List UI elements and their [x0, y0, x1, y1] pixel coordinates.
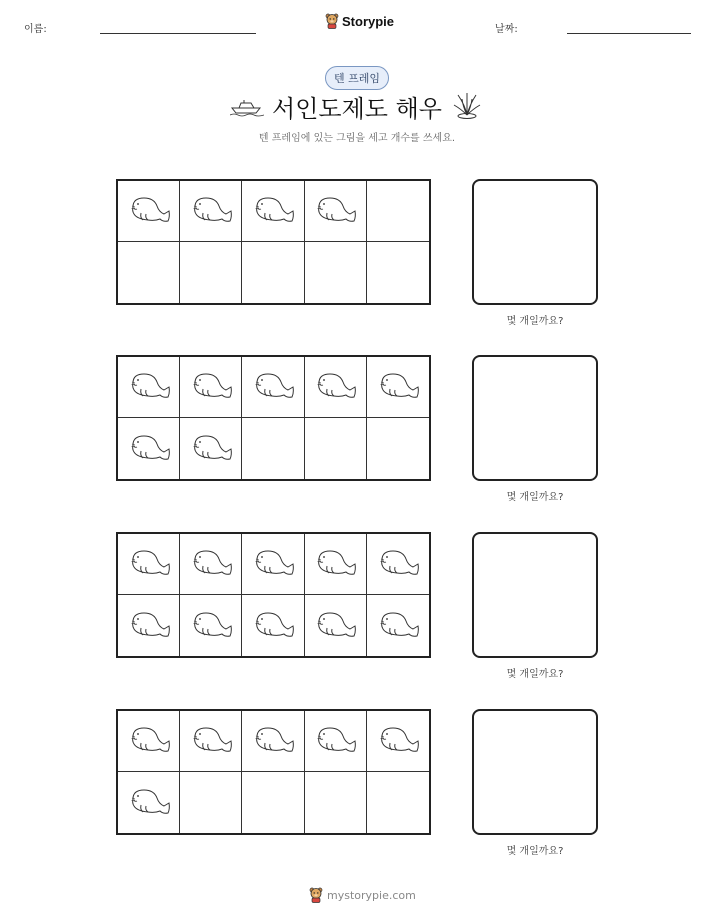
frame-cell [180, 418, 242, 479]
frame-cell [180, 357, 242, 418]
manatee-icon [127, 369, 171, 405]
frame-cell [242, 181, 304, 242]
frame-cell [118, 711, 180, 772]
manatee-icon [251, 193, 295, 229]
ten-frame-2 [116, 355, 431, 481]
frame-cell [180, 711, 242, 772]
frame-cell [367, 357, 429, 418]
frame-cell [305, 357, 367, 418]
seagrass-icon [452, 91, 482, 119]
question-label: 몇 개일까요? [506, 846, 564, 857]
frame-cell [305, 772, 367, 833]
manatee-icon [313, 546, 357, 582]
boat-icon [230, 97, 264, 117]
bear-mascot-icon [325, 13, 339, 29]
manatee-icon [127, 546, 171, 582]
frame-cell [180, 772, 242, 833]
manatee-icon [313, 369, 357, 405]
frame-cell [367, 181, 429, 242]
manatee-icon [251, 608, 295, 644]
manatee-icon [189, 723, 233, 759]
manatee-icon [189, 193, 233, 229]
frame-cell [118, 534, 180, 595]
manatee-icon [127, 193, 171, 229]
frame-cell [367, 242, 429, 303]
manatee-icon [376, 723, 420, 759]
frame-cell [242, 772, 304, 833]
frame-cell [242, 711, 304, 772]
ten-frame-4 [116, 709, 431, 835]
manatee-icon [127, 785, 171, 821]
manatee-icon [127, 723, 171, 759]
manatee-icon [251, 723, 295, 759]
frame-cell [367, 534, 429, 595]
manatee-icon [127, 608, 171, 644]
frame-cell [367, 418, 429, 479]
frame-cell [242, 242, 304, 303]
storypie-logo [325, 13, 394, 29]
frame-cell [118, 242, 180, 303]
frame-cell [118, 772, 180, 833]
frame-cell [305, 418, 367, 479]
frame-cell [242, 595, 304, 656]
answer-box-3[interactable] [472, 532, 598, 658]
manatee-icon [313, 723, 357, 759]
question-label: 몇 개일까요? [506, 492, 564, 503]
frame-cell [180, 534, 242, 595]
date-line[interactable] [567, 33, 691, 34]
frame-cell [367, 772, 429, 833]
instructions: 텐 프레임에 있는 그림을 세고 개수를 쓰세요. [258, 133, 456, 144]
frame-cell [242, 534, 304, 595]
frame-cell [118, 357, 180, 418]
frame-cell [305, 534, 367, 595]
frame-cell [180, 595, 242, 656]
footer-url: mystorypie.com [327, 888, 416, 902]
frame-cell [305, 711, 367, 772]
manatee-icon [251, 546, 295, 582]
answer-box-2[interactable] [472, 355, 598, 481]
manatee-icon [313, 193, 357, 229]
manatee-icon [376, 546, 420, 582]
frame-cell [305, 242, 367, 303]
frame-cell [118, 418, 180, 479]
frame-cell [305, 595, 367, 656]
frame-cell [367, 711, 429, 772]
logo-text: Storypie [342, 13, 395, 29]
manatee-icon [376, 608, 420, 644]
manatee-icon [189, 608, 233, 644]
name-label: 이름: [24, 24, 47, 35]
manatee-icon [313, 608, 357, 644]
bear-mascot-icon [309, 887, 323, 903]
manatee-icon [376, 369, 420, 405]
question-label: 몇 개일까요? [506, 669, 564, 680]
frame-cell [180, 242, 242, 303]
manatee-icon [189, 431, 233, 467]
frame-cell [118, 181, 180, 242]
manatee-icon [251, 369, 295, 405]
frame-cell [242, 357, 304, 418]
answer-box-4[interactable] [472, 709, 598, 835]
question-label: 몇 개일까요? [506, 316, 564, 327]
ten-frame-1 [116, 179, 431, 305]
frame-cell [242, 418, 304, 479]
frame-cell [367, 595, 429, 656]
date-label: 날짜: [495, 24, 518, 35]
topic-badge: 텐 프레임 [325, 66, 389, 90]
footer [309, 887, 416, 903]
manatee-icon [189, 546, 233, 582]
frame-cell [180, 181, 242, 242]
name-line[interactable] [100, 33, 256, 34]
manatee-icon [127, 431, 171, 467]
page-title: 서인도제도 해우 [272, 95, 442, 123]
frame-cell [118, 595, 180, 656]
answer-box-1[interactable] [472, 179, 598, 305]
frame-cell [305, 181, 367, 242]
ten-frame-3 [116, 532, 431, 658]
manatee-icon [189, 369, 233, 405]
